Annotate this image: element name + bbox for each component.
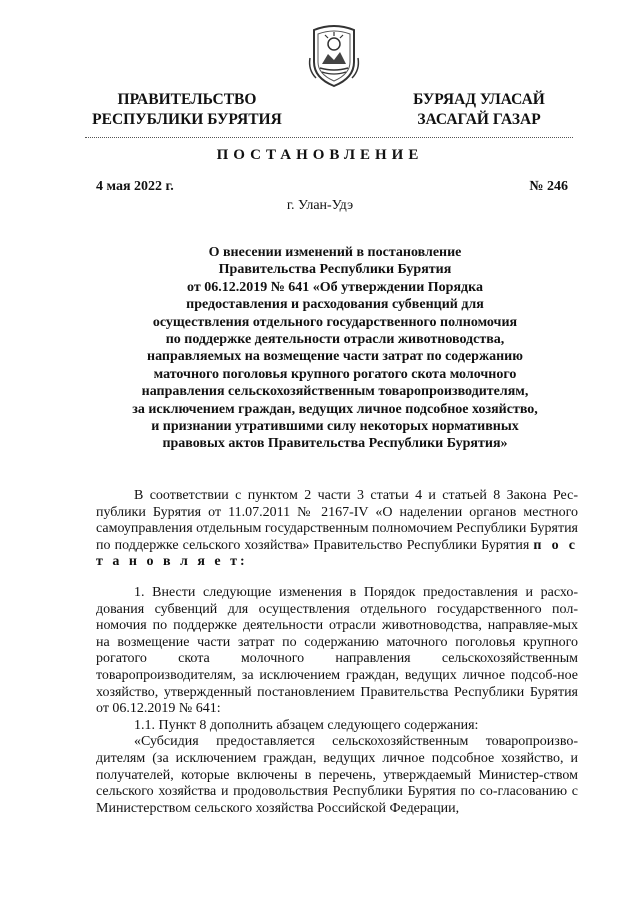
document-date: 4 мая 2022 г. xyxy=(96,179,174,194)
issuer-name-russian: ПРАВИТЕЛЬСТВО РЕСПУБЛИКИ БУРЯТИЯ xyxy=(92,91,282,128)
document-type: ПОСТАНОВЛЕНИЕ xyxy=(216,147,424,163)
document-city: г. Улан-Удэ xyxy=(286,198,354,213)
preamble-paragraph: В соответствии с пунктом 2 части 3 статьи 4 и статьей 8 Закона Рес-публики Бурятия от 11.07.2011 № 2167-IV «О наделении органов местного самоуправления отдельным государственным полномочием Республики Бурятия по поддержке сельского хозяйства» Правительство Республики Бурятия п о с т а н о в л я е т: xyxy=(96,488,579,570)
paragraph-1: 1. Внести следующие изменения в Порядок предоставления и расхо-дования субвенций для осуществления отдельного государственного пол-номочия по поддержке деятельности отрасли животноводства, направляе-мых на возмещение части затрат по содержанию маточного поголовья крупного рогатого скота молочного направления сельскохозяйственным товаропроизводителям, за исключением граждан, ведущих личное подсоб-ное хозяйство, утвержденный постановлением Правительства Республики Бурятия от 06.12.2019 № 641: xyxy=(96,584,578,717)
quote-paragraph: «Субсидия предоставляется сельскохозяйственным товаропроизво-дителям (за исключением граждан, ведущих личное подсобное хозяйство, и получателей, которые включены в перечень, утверждаемый Министер-ством сельского хозяйства и продовольствия Республики Бурятия по со-гласованию с Министерством сельского хозяйства Российской Федерации, xyxy=(96,734,578,816)
coat-of-arms-icon xyxy=(306,22,362,88)
document-body xyxy=(96,488,578,817)
header-divider xyxy=(85,137,573,138)
paragraph-1-1: 1.1. Пункт 8 дополнить абзацем следующего содержания: xyxy=(134,717,479,733)
resolves-phrase: п о с т а н о в л я е т: xyxy=(96,537,579,570)
document-number: № 246 xyxy=(529,179,568,194)
document-title: О внесении изменений в постановление Правительства Республики Бурятия от 06.12.2019 № 641 «Об утверждении Порядка предоставления и расходования субвенций для осуществления отдельного государственного полномочия по поддержке деятельности отрасли животноводства, направляемых на возмещение части затрат по содержанию маточного поголовья крупного рогатого скота молочного направления сельскохозяйственным товаропроизводителям, за исключением граждан, ведущих личное подсобное хозяйство, и признании утратившими силу некоторых нормативных правовых актов Правительства Республики Бурятия» xyxy=(132,245,538,452)
issuer-name-buryat: БУРЯАД УЛАСАЙ ЗАСАГАЙ ГАЗАР xyxy=(413,91,545,128)
